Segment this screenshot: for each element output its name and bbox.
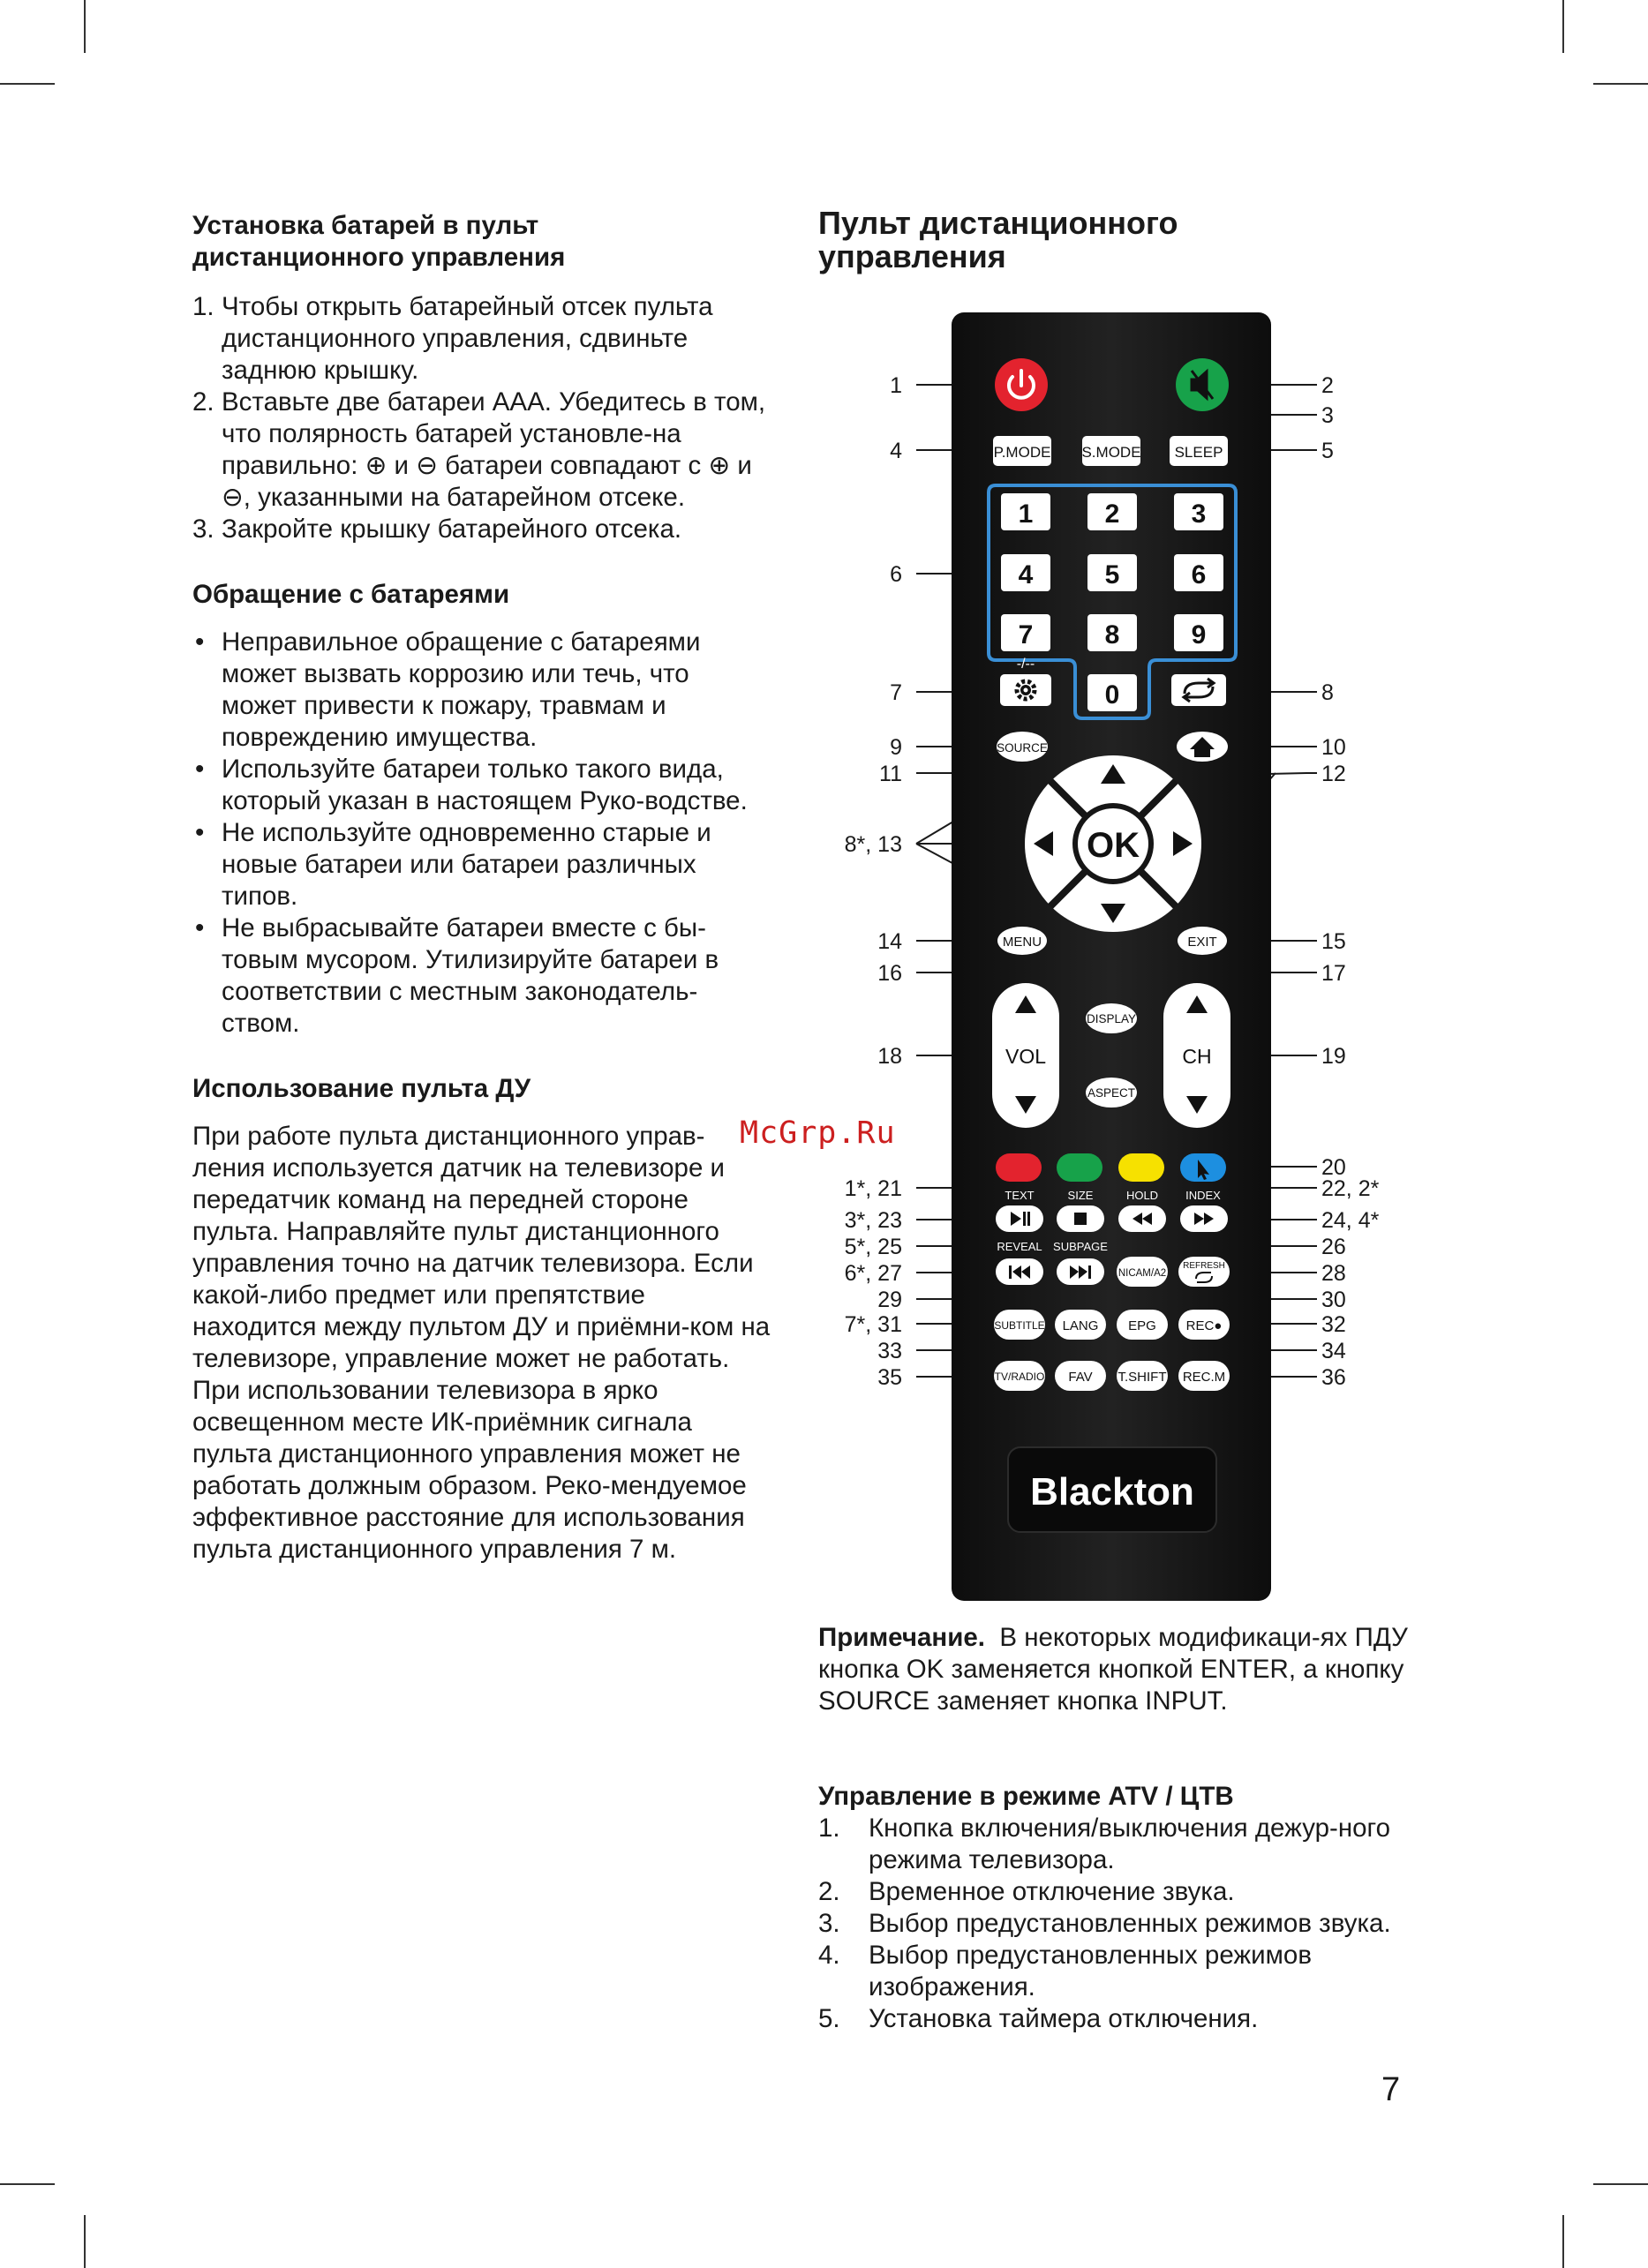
list-item: 2. Временное отключение звука. [818,1877,1235,1906]
list-item: • Не используйте одновременно старые и новые батареи или батареи различных типов. [195,818,711,911]
svg-text:T.SHIFT: T.SHIFT [1117,1370,1167,1385]
svg-text:26: 26 [1321,1235,1346,1259]
digit-button[interactable] [1001,614,1050,651]
lang-button[interactable] [1055,1310,1106,1340]
previous-button[interactable] [996,1258,1043,1285]
play-pause-button[interactable] [996,1205,1043,1232]
svg-text:29: 29 [877,1288,902,1312]
svg-text:SUBTITLE: SUBTITLE [994,1319,1045,1332]
power-button[interactable] [995,358,1048,411]
smode-button[interactable] [1081,436,1140,466]
menu-button[interactable] [997,927,1047,955]
svg-text:10: 10 [1321,735,1346,760]
epg-button[interactable] [1117,1310,1168,1340]
refresh-button[interactable] [1178,1257,1230,1287]
svg-text:TEXT: TEXT [1005,1189,1035,1202]
list-item: • Не выбрасывайте батареи вместе с бы-товым мусором. Утилизируйте батареи в соответствии с местным законодатель-ством. [195,913,719,1038]
svg-text:32: 32 [1321,1312,1346,1337]
svg-text:14: 14 [877,929,902,954]
aspect-button[interactable] [1086,1078,1137,1108]
source-button[interactable] [997,732,1048,762]
svg-text:ASPECT: ASPECT [1087,1086,1136,1100]
svg-text:30: 30 [1321,1288,1346,1312]
svg-text:2: 2 [1321,373,1334,398]
svg-text:28: 28 [1321,1261,1346,1286]
green-button[interactable] [1057,1153,1102,1182]
svg-text:SUBPAGE: SUBPAGE [1053,1240,1108,1253]
rewind-button[interactable] [1118,1205,1166,1232]
list-item: 5. Установка таймера отключения. [818,2004,1259,2033]
ok-button[interactable] [1078,808,1148,879]
svg-text:0: 0 [1104,680,1120,710]
svg-text:34: 34 [1321,1339,1346,1363]
digit-button[interactable] [1174,493,1223,530]
note-text: В некоторых модификаци-ях ПДУ кнопка OK заменяется кнопкой ENTER, а кнопку SOURCE заменяет кнопка INPUT. [818,1623,1408,1716]
svg-text:7: 7 [1018,620,1034,650]
digit-button[interactable] [1087,493,1137,530]
svg-text:17: 17 [1321,961,1346,986]
settings-button[interactable] [1000,674,1051,706]
svg-text:NICAM/A2: NICAM/A2 [1117,1268,1167,1279]
list-item: 1. Чтобы открыть батарейный отсек пульта дистанционного управления, сдвиньте заднюю крышку. [192,292,713,385]
stop-button[interactable] [1057,1205,1104,1232]
red-button[interactable] [996,1153,1042,1182]
svg-text:6*, 27: 6*, 27 [844,1261,902,1286]
svg-text:3: 3 [1321,403,1334,428]
watermark: McGrp.Ru [740,1115,896,1151]
exit-button[interactable] [1178,927,1227,955]
usage-heading: Использование пульта ДУ [192,1074,531,1103]
svg-text:SLEEP: SLEEP [1174,444,1223,461]
stop-icon [1074,1213,1087,1225]
list-item: 3. Выбор предустановленных режимов звука. [818,1909,1391,1938]
svg-text:24, 4*: 24, 4* [1321,1208,1380,1233]
svg-text:8*, 13: 8*, 13 [844,832,902,857]
digit-button[interactable] [1001,493,1050,530]
list-item: 2. Вставьте две батареи ААА. Убедитесь в том, что полярность батарей установле-на правильно: ⊕ и ⊖ батареи совпадают с ⊕ и ⊖, указанными на батарейном отсеке. [192,387,766,512]
display-button[interactable] [1086,1003,1137,1033]
svg-text:TV/RADIO: TV/RADIO [994,1371,1045,1383]
svg-text:35: 35 [877,1365,902,1390]
usage-paragraph: При использовании телевизора в ярко освещенном месте ИК-приёмник сигнала пульта дистанционного управления может не работать должным образом. Реко-мендуемое эффективное расстояние для использования пульта дистанционного управления 7 м. [192,1376,747,1564]
svg-text:5: 5 [1321,439,1334,463]
svg-text:11: 11 [879,762,902,786]
digit-button[interactable] [1087,614,1137,651]
svg-text:VOL: VOL [1005,1045,1047,1068]
list-item: 3. Закройте крышку батарейного отсека. [192,514,682,544]
digit-button[interactable] [1087,674,1137,711]
svg-text:REFRESH: REFRESH [1183,1261,1225,1271]
install-heading: Установка батарей в пульт дистанционного управления [192,211,566,272]
blue-button[interactable] [1180,1153,1226,1182]
recall-button[interactable] [1171,674,1226,706]
tshift-button[interactable] [1117,1361,1168,1391]
yellow-button[interactable] [1118,1153,1164,1182]
list-item: 1. Кнопка включения/выключения дежур-ного режима телевизора. [818,1814,1391,1874]
svg-text:20: 20 [1321,1155,1346,1180]
svg-text:3*, 23: 3*, 23 [844,1208,902,1233]
pmode-button[interactable] [993,436,1051,466]
svg-text:REVEAL: REVEAL [997,1240,1042,1253]
digit-button[interactable] [1001,554,1050,591]
svg-text:8: 8 [1104,620,1120,650]
list-item: • Неправильное обращение с батареями может вызвать коррозию или течь, что может привести к пожару, травмам и повреждению имущества. [195,627,701,752]
svg-text:SOURCE: SOURCE [997,741,1048,755]
svg-text:SIZE: SIZE [1067,1189,1094,1202]
note-label: Примечание. [818,1623,985,1652]
rec-button[interactable] [1178,1310,1230,1340]
svg-text:LANG: LANG [1062,1318,1099,1333]
atv-heading: Управление в режиме ATV / ЦТВ [818,1782,1234,1811]
brand-logo: Blackton [1030,1470,1194,1513]
svg-text:EXIT: EXIT [1187,935,1217,950]
digit-button[interactable] [1087,554,1137,591]
subtitle-button[interactable] [994,1310,1045,1340]
list-item: 4. Выбор предустановленных режимов изображения. [818,1941,1312,2001]
svg-text:1: 1 [890,373,902,398]
page-title: Пульт дистанционного управления [818,205,1178,274]
svg-text:1: 1 [1018,499,1034,529]
svg-text:5*, 25: 5*, 25 [844,1235,902,1259]
next-button[interactable] [1057,1258,1104,1285]
svg-text:OK: OK [1087,826,1140,865]
svg-text:S.MODE: S.MODE [1081,444,1141,461]
svg-text:9: 9 [1191,620,1207,650]
dash-label: -/-- [1016,657,1035,672]
svg-text:FAV: FAV [1068,1370,1093,1385]
fast-forward-button[interactable] [1180,1205,1228,1232]
svg-text:HOLD: HOLD [1125,1189,1159,1202]
svg-text:P.MODE: P.MODE [993,444,1051,461]
svg-text:12: 12 [1321,762,1346,786]
svg-text:9: 9 [890,735,902,760]
svg-text:22, 2*: 22, 2* [1321,1176,1380,1201]
mute-button[interactable] [1176,358,1229,411]
svg-text:DISPLAY: DISPLAY [1086,1012,1137,1025]
list-item: • Используйте батареи только такого вида, который указан в настоящем Руко-водстве. [195,755,748,815]
ch-rocker[interactable] [1163,983,1230,1128]
svg-text:REC●: REC● [1185,1318,1223,1333]
recm-button[interactable] [1178,1361,1230,1391]
page-number: 7 [1381,2071,1401,2108]
svg-text:CH: CH [1182,1045,1212,1068]
svg-text:4: 4 [890,439,902,463]
svg-text:6: 6 [1191,560,1207,590]
sleep-button[interactable] [1170,436,1228,466]
svg-text:19: 19 [1321,1044,1346,1069]
svg-text:7: 7 [890,680,902,705]
handling-heading: Обращение с батареями [192,580,510,609]
fav-button[interactable] [1055,1361,1106,1391]
svg-text:6: 6 [890,562,902,587]
usage-paragraph: При работе пульта дистанционного управ-ления используется датчик на телевизоре и передатчик команд на передней стороне пульта. Направляйте пульт дистанционного управления точно на датчик телевизора. Если какой-либо предмет или препятствие находится между пультом ДУ и приёмни-ком на телевизоре, управление может не работать. [192,1122,771,1373]
svg-text:16: 16 [877,961,902,986]
digit-button[interactable] [1174,554,1223,591]
svg-text:REC.M: REC.M [1182,1370,1226,1385]
svg-text:4: 4 [1018,560,1034,590]
svg-text:18: 18 [877,1044,902,1069]
digit-button[interactable] [1174,614,1223,651]
vol-rocker[interactable] [992,983,1059,1128]
svg-text:7*, 31: 7*, 31 [844,1312,902,1337]
svg-text:2: 2 [1104,499,1120,529]
nicam-button[interactable] [1117,1257,1168,1287]
svg-text:15: 15 [1321,929,1346,954]
svg-text:5: 5 [1104,560,1120,590]
svg-text:EPG: EPG [1128,1318,1156,1333]
svg-text:MENU: MENU [1002,935,1042,950]
svg-text:3: 3 [1191,499,1207,529]
tv-radio-button[interactable] [994,1361,1045,1391]
svg-text:36: 36 [1321,1365,1346,1390]
svg-text:1*, 21: 1*, 21 [844,1176,902,1201]
home-button[interactable] [1177,732,1228,762]
svg-text:8: 8 [1321,680,1334,705]
svg-text:33: 33 [877,1339,902,1363]
svg-text:INDEX: INDEX [1185,1189,1221,1202]
